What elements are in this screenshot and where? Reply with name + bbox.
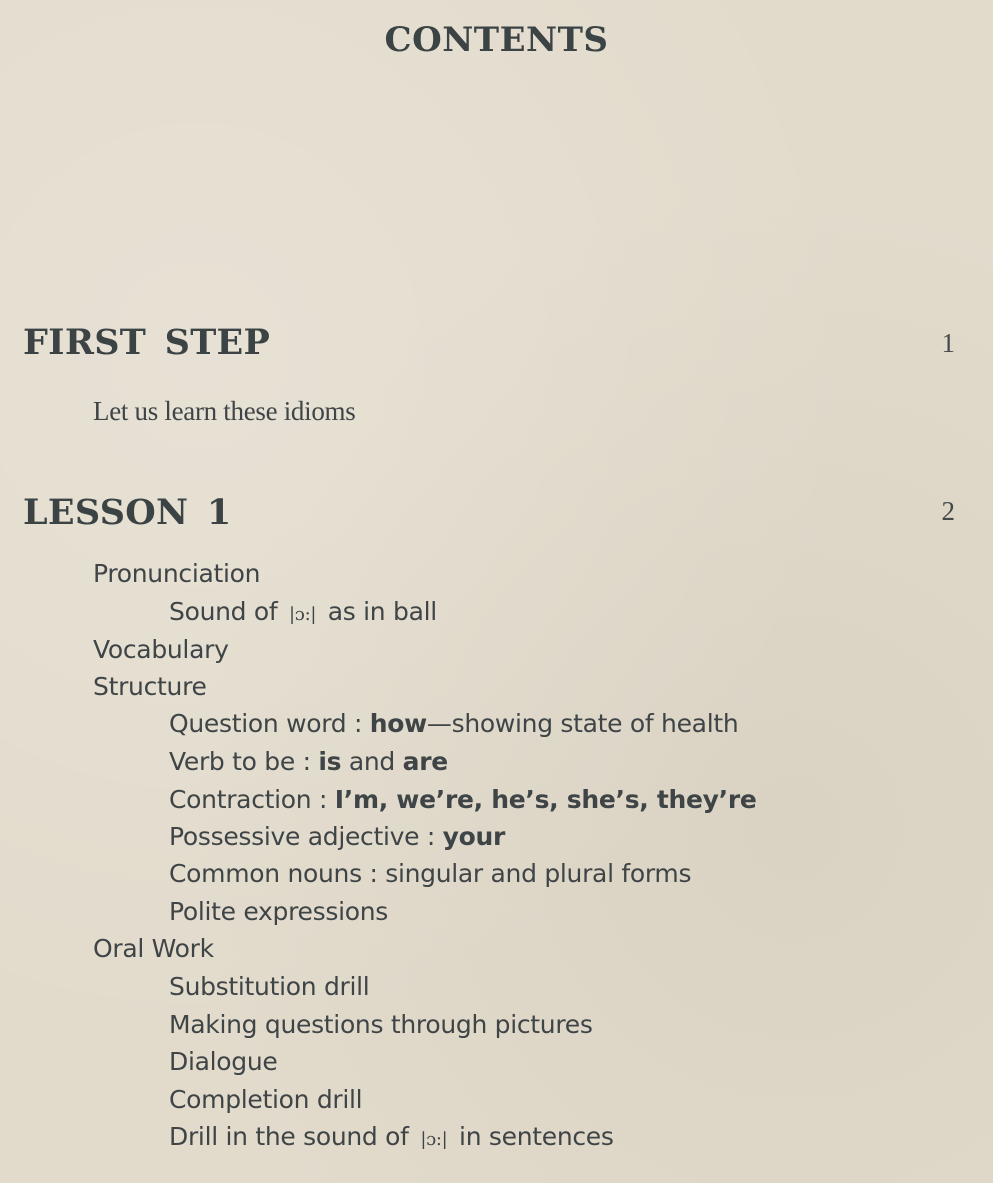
toc-entry-verb-to-be — [169, 747, 448, 776]
toc-entry-idioms: Let us learn these idioms — [93, 396, 356, 426]
entry-bold-term: how — [369, 709, 427, 738]
toc-entry-drill-sound — [169, 1122, 614, 1151]
toc-entry-substitution-drill: Substitution drill — [169, 972, 370, 1001]
toc-group-vocabulary: Vocabulary — [93, 635, 229, 664]
entry-bold-term: are — [402, 747, 448, 776]
entry-bold-term: your — [442, 822, 506, 851]
toc-entry-making-questions: Making questions through pictures — [169, 1010, 593, 1039]
section-heading-first-step: FIRST STEP — [23, 322, 271, 363]
toc-entry-completion-drill: Completion drill — [169, 1085, 363, 1114]
toc-entry-common-nouns: Common nouns : singular and plural forms — [169, 859, 692, 888]
toc-entry-polite-expressions: Polite expressions — [169, 897, 388, 926]
toc-entry-possessive-adjective — [169, 822, 505, 851]
toc-entry-sound-of-aw — [169, 597, 437, 626]
entry-text: Possessive adjective : — [169, 822, 443, 851]
toc-group-structure: Structure — [93, 672, 207, 701]
entry-text: Contraction : — [169, 785, 335, 814]
entry-bold-term: is — [318, 747, 342, 776]
toc-group-oral-work: Oral Work — [93, 934, 214, 963]
ipa-symbol: |ɔ:| — [420, 1129, 448, 1150]
ipa-symbol: |ɔ:| — [289, 604, 317, 625]
entry-text: Drill in the sound of — [169, 1122, 409, 1151]
entry-text: Sound of — [169, 597, 278, 626]
page-title: CONTENTS — [384, 20, 609, 60]
toc-entry-question-word — [169, 709, 738, 738]
section-heading-lesson-1: LESSON 1 — [23, 492, 232, 533]
entry-text: —showing state of health — [426, 709, 739, 738]
entry-text: in sentences — [459, 1122, 614, 1151]
page-number-lesson-1: 2 — [941, 496, 955, 526]
entry-text: Verb to be : — [169, 747, 319, 776]
page-number-first-step: 1 — [941, 328, 955, 358]
entry-text: as in ball — [327, 597, 437, 626]
entry-bold-term: I’m, we’re, he’s, she’s, they’re — [334, 785, 757, 814]
toc-entry-dialogue: Dialogue — [169, 1047, 278, 1076]
toc-group-pronunciation: Pronunciation — [93, 559, 261, 588]
toc-entry-contraction — [169, 785, 757, 814]
entry-text: Question word : — [169, 709, 370, 738]
entry-text: and — [341, 747, 403, 776]
